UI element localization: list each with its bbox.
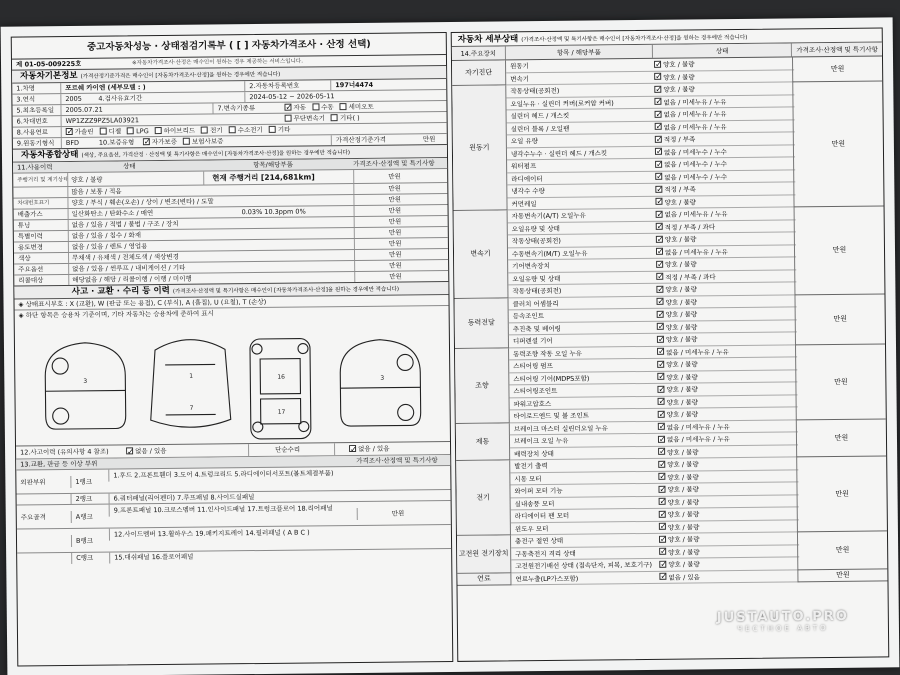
- detail-state: 양호 / 불량: [665, 260, 697, 269]
- svg-text:1: 1: [189, 372, 194, 380]
- main-frame-label: 주요골격: [20, 513, 46, 522]
- detail-state: 양호 / 불량: [668, 547, 700, 557]
- accident-label: 12.사고이력 (유의사항 4 참조): [20, 447, 109, 457]
- detail-state: 양호 / 불량: [663, 85, 695, 94]
- checkbox[interactable]: [656, 210, 663, 217]
- detail-row: [511, 570, 799, 586]
- detail-price-unit: 만원: [796, 456, 887, 532]
- detail-item: 라디에이터: [511, 174, 543, 183]
- info-label: 9.원동기형식: [16, 139, 55, 148]
- basic-info-note: (가격산정기준가격은 매수인이 [자동차가격조사·산정]을 원하는 경우에만 적습니다): [80, 71, 281, 80]
- row-label: 튜닝: [17, 221, 31, 230]
- detail-item: 구동축전지 격리 상태: [515, 549, 576, 558]
- checkbox[interactable]: [656, 285, 663, 292]
- row-state: 많음 / 보통 / 적음: [67, 186, 121, 198]
- first-registration: 2005.07.21: [60, 105, 102, 116]
- detail-price-unit: 만원: [792, 56, 882, 82]
- detail-item: 스티어링 펌프: [513, 361, 553, 371]
- engine-type: BFD: [61, 138, 79, 149]
- detail-state: 없음 / 미세누유 / 누유: [666, 422, 730, 432]
- detail-item: 기어변속장치: [512, 261, 550, 271]
- row-label: 차대번호표기: [17, 200, 50, 207]
- checkbox[interactable]: [155, 127, 162, 134]
- col-label: 항목 / 해당부품: [506, 45, 653, 60]
- detail-state: 양호 / 불량: [666, 410, 699, 419]
- svg-text:16: 16: [277, 373, 285, 381]
- checkbox[interactable]: [655, 135, 662, 142]
- checkbox[interactable]: [654, 85, 661, 92]
- row-label: 배출가스: [17, 210, 43, 219]
- price-unit: 만원: [354, 206, 402, 217]
- detail-item: 배력장치 상태: [514, 449, 554, 458]
- rank-items: 12.사이드멤버 13.휠하우스 19.패키지트레이 14.필러패널 ( A B C ): [109, 526, 349, 541]
- detail-state: 양호 / 불량: [666, 385, 698, 394]
- checkbox[interactable]: [658, 448, 665, 455]
- checkbox[interactable]: [201, 127, 208, 134]
- rank-items: 15.대쉬패널 16.플로어패널: [109, 552, 193, 564]
- info-label: 6.차대번호: [16, 117, 48, 126]
- price-unit: 만원: [353, 195, 401, 206]
- detail-table: [452, 56, 888, 662]
- checkbox[interactable]: [655, 185, 662, 192]
- detail-state: 적정 / 부족: [664, 185, 696, 194]
- price-basis-label: 가격산정기준가격: [331, 135, 386, 147]
- detail-item: 브레이크 마스터 실린더오일 누유: [513, 423, 609, 433]
- price-unit: 만원: [354, 239, 402, 250]
- price-unit: 만원: [353, 184, 401, 195]
- summary-note: (색상, 주요옵션, 가격산정 · 산정액 및 특기사항은 매수인이 [자동차가격조사·산정]을 원하는 경우에만 적습니다): [81, 150, 351, 159]
- detail-state: 없음 / 미세누유 / 누유: [664, 210, 728, 219]
- checkbox[interactable]: [656, 248, 663, 255]
- checkbox[interactable]: [657, 310, 664, 317]
- detail-item: 자동변속기(A/T) 오일누유: [511, 211, 586, 221]
- detail-item: 원동기: [510, 62, 529, 71]
- option-label: 전기: [210, 126, 223, 135]
- option-label: 수소전기: [237, 125, 263, 135]
- info-label: 1.차명: [16, 84, 36, 93]
- watermark-line1: JUSTAUTO.PRO: [716, 608, 849, 626]
- checkbox[interactable]: [657, 323, 664, 330]
- checkbox[interactable]: [659, 523, 666, 530]
- checkbox[interactable]: [143, 138, 150, 145]
- car-side-right-icon: [340, 339, 421, 426]
- option-label: 보험사보증: [191, 137, 224, 146]
- detail-group-label: 조향: [455, 348, 510, 424]
- detail-title: 자동차 세부상태: [457, 34, 519, 45]
- rank-label: C랭크: [71, 553, 93, 564]
- detail-group-label: 원동기: [452, 85, 507, 211]
- detail-price-unit: 만원: [792, 81, 883, 207]
- info-label: 10.보증유형: [98, 138, 135, 147]
- checkbox[interactable]: [658, 435, 665, 442]
- price-unit: 만원: [354, 261, 402, 272]
- checkbox[interactable]: [657, 373, 664, 380]
- watermark-line2: ЧЕСТНОЕ АВТО: [737, 624, 829, 634]
- checkbox[interactable]: [229, 126, 236, 133]
- simple-repair-label: 단순수리: [248, 444, 300, 458]
- detail-item: 윈도우 모터: [514, 524, 549, 533]
- checkbox[interactable]: [656, 298, 663, 305]
- car-frame-icon: [250, 338, 311, 439]
- detail-state: 양호 / 불량: [665, 285, 697, 294]
- checkbox[interactable]: [656, 273, 663, 280]
- checkbox[interactable]: [659, 560, 666, 567]
- checkbox[interactable]: [658, 460, 665, 467]
- detail-item: 스티어링 기어(MDPS포함): [513, 374, 590, 383]
- option-label: 디젤: [108, 127, 122, 136]
- checkbox[interactable]: [657, 348, 664, 355]
- car-diagram: [15, 317, 450, 447]
- document-title: 중고자동차성능 · 상태점검기록부 ( [ ] 자동차가격조사 · 산정 선택): [12, 33, 446, 60]
- detail-state: 없음 / 미세누유 / 누유: [664, 247, 728, 257]
- accident-title: 사고 · 교환 · 수리 등 이력: [71, 285, 170, 297]
- detail-state: 양호 / 불량: [667, 472, 699, 482]
- checkbox[interactable]: [340, 103, 347, 110]
- price-unit: 만원: [357, 507, 405, 519]
- checkbox[interactable]: [657, 335, 664, 342]
- detail-state: 없음 / 미세누유 / 누유: [666, 347, 729, 357]
- rank-label: 1랭크: [70, 476, 92, 488]
- detail-state: 양호 / 불량: [666, 397, 699, 407]
- option-label: 세미오토: [348, 102, 374, 112]
- detail-item: 냉각수누수 · 실린더 헤드 / 개스킷: [510, 148, 608, 158]
- checkbox[interactable]: [284, 104, 291, 111]
- accident-state: 없음 / 있음: [135, 446, 167, 456]
- detail-group-label: 동력전달: [454, 298, 509, 349]
- detail-state: 없음 / 미세누유 / 누유: [663, 97, 727, 107]
- emission-values: 0.03% 10.3ppm 0%: [241, 207, 306, 217]
- rank-items: 9.프론트패널 10.크로스멤버 11.인사이드패널 17.트렁크플로어 18.리어패널: [109, 502, 349, 517]
- detail-price-unit: 만원: [794, 294, 885, 345]
- detail-item: 발전기 출력: [514, 461, 548, 471]
- car-name: 포르쉐 카이엔 (세부모델 : ): [60, 82, 146, 94]
- checkbox[interactable]: [126, 447, 133, 454]
- detail-state: 양호 / 불량: [664, 197, 696, 207]
- row-state: 양호 / 부식 / 훼손(오손) / 상이 / 변조(변타) / 도말: [67, 196, 213, 209]
- detail-item: 수동변속기(M/T) 오일누유: [511, 249, 588, 258]
- info-label: 3.연식: [16, 95, 36, 104]
- price-unit: 만원: [354, 217, 402, 228]
- info-label: 4.검사유효기간: [98, 94, 143, 103]
- option-label: 기타( ): [339, 113, 360, 123]
- car-top-icon: [150, 339, 231, 427]
- car-diagram-svg: [15, 317, 450, 447]
- checkbox[interactable]: [100, 128, 107, 135]
- col-label: 14.주요장치: [452, 46, 506, 60]
- detail-item: 와이퍼 모터 기능: [514, 486, 563, 496]
- rank-label: 2랭크: [71, 494, 93, 505]
- row-state: 무채색 / 유채색 / 전체도색 / 색상변경: [68, 252, 179, 264]
- detail-item: 작동상태(공회전): [512, 286, 562, 296]
- option-label: 자동: [293, 103, 307, 112]
- checkbox[interactable]: [659, 510, 666, 517]
- legend-text: ◈ 상태표시부호 : X (교환), W (판금 또는 용접), C (부식), A (흠집), U (요철), T (손상): [18, 297, 267, 309]
- detail-state: 적정 / 부족 / 과다: [665, 272, 716, 282]
- price-unit: 만원: [354, 228, 402, 239]
- detail-item: 파워고압호스: [513, 399, 552, 408]
- detail-item: 커먼레일: [511, 199, 537, 208]
- detail-state: 없음 / 미세누유 / 누유: [663, 110, 727, 119]
- detail-item: 오일유량 및 상태: [511, 224, 560, 233]
- row-state: 일산화탄소 / 탄화수소 / 매연: [68, 208, 154, 220]
- detail-price-unit: 만원: [794, 206, 885, 294]
- detail-state: 없음 / 미세누수 / 누수: [663, 147, 727, 157]
- col-label: 가격조사·산정액 및 특기사항: [356, 456, 438, 465]
- detail-item: 작동상태(공회전): [510, 86, 560, 96]
- checkbox[interactable]: [127, 127, 134, 134]
- svg-text:17: 17: [277, 408, 286, 416]
- checkbox[interactable]: [655, 173, 662, 180]
- price-unit: 만원: [353, 170, 401, 184]
- row-state: 없음 / 있음 / 침수 / 화재: [68, 230, 141, 242]
- detail-state: 없음 / 미세누유 / 누유: [663, 122, 727, 132]
- detail-item: 시동 모터: [514, 474, 542, 483]
- exchange-label: 13.교환, 판금 등 이상 부위: [20, 459, 98, 469]
- option-label: 자가보증: [151, 137, 178, 147]
- price-unit: 만원: [354, 272, 402, 283]
- col-label: 11.사용이력: [17, 163, 53, 172]
- detail-item: 타이로드엔드 및 볼 조인트: [513, 411, 590, 421]
- row-label: 주요옵션: [18, 265, 44, 274]
- option-label: 하이브리드: [163, 126, 196, 135]
- svg-text:3: 3: [83, 377, 88, 385]
- detail-group-label: 고전원 전기장치: [457, 535, 511, 573]
- doc-notice: ※자동차가격조사·산정은 매수인이 원하는 경우 제공하는 서비스입니다.: [131, 58, 303, 67]
- detail-item: 실내송풍 모터: [514, 499, 555, 508]
- basic-info-title: 자동차기본정보: [20, 70, 78, 82]
- checkbox[interactable]: [658, 485, 665, 492]
- rank-items: 6.쿼터패널(리어펜더) 7.루프패널 8.사이드실패널: [109, 492, 255, 505]
- detail-item: 동력조향 작동 오일 누유: [513, 349, 583, 358]
- model-year: 2005: [60, 94, 82, 105]
- detail-item: 오일유량 및 상태: [512, 274, 561, 283]
- checkbox[interactable]: [657, 385, 664, 392]
- checkbox[interactable]: [66, 128, 73, 135]
- detail-item: 오일누유 · 실린더 커버(로커암 커버): [510, 98, 614, 108]
- row-label: 특별이력: [17, 232, 43, 241]
- vin: WP1ZZZ9PZ5LA03921: [61, 115, 140, 127]
- checkbox[interactable]: [659, 548, 666, 555]
- col-label: 상태: [123, 162, 136, 171]
- checkbox[interactable]: [654, 98, 661, 105]
- detail-group-label: 전기: [456, 460, 511, 536]
- detail-item: 스티어링조인트: [513, 386, 558, 396]
- detail-item: 실린더 헤드 / 개스킷: [510, 111, 570, 121]
- row-label: 주행거리 및 계기상태: [17, 176, 69, 184]
- detail-item: 실린더 블록 / 오일팬: [510, 124, 570, 133]
- detail-state: 양호 / 불량: [665, 322, 698, 332]
- row-label: 색상: [18, 254, 31, 263]
- checkbox[interactable]: [285, 115, 292, 122]
- row-state: 없음 / 있음 / 적법 / 불법 / 구조 / 장치: [68, 219, 179, 231]
- checkbox[interactable]: [655, 123, 662, 130]
- option-label: 수동: [321, 103, 334, 112]
- row-label: 용도변경: [17, 243, 44, 252]
- checkbox[interactable]: [331, 114, 338, 121]
- detail-item: 디퍼렌셜 기어: [512, 336, 553, 346]
- detail-state: 양호 / 불량: [664, 235, 697, 244]
- detail-group-label: 연료: [457, 573, 511, 586]
- detail-state: 적정 / 부족 / 과다: [664, 222, 716, 232]
- detail-group-label: 제동: [456, 423, 510, 461]
- checkbox[interactable]: [656, 260, 663, 267]
- reg-number: 197너4474: [330, 80, 373, 91]
- detail-price-unit: 만원: [796, 419, 886, 457]
- detail-state: 양호 / 불량: [667, 497, 700, 507]
- rank-label: A랭크: [71, 511, 93, 523]
- detail-item: 작동상태(공회전): [511, 236, 561, 246]
- accident-note: (가격조사·산정액 및 특기사항은 매수인이 [자동차가격조사·산정]을 원하는 경우에만 적습니다): [172, 286, 400, 295]
- row-state: 해당없음 / 해당 / 리콜이행 / 이행 / 미이행: [68, 274, 192, 286]
- checkbox[interactable]: [655, 148, 662, 155]
- detail-state: 양호 / 불량: [663, 72, 695, 82]
- watermark: [717, 609, 849, 633]
- detail-state: 양호 / 불량: [667, 510, 700, 519]
- info-label: 8.사용연료: [16, 128, 49, 137]
- detail-item: 추진축 및 베어링: [512, 324, 561, 333]
- row-state: 양호 / 불량: [67, 173, 103, 187]
- detail-state: 양호 / 불량: [667, 485, 699, 494]
- detail-state: 양호 / 불량: [667, 460, 699, 469]
- detail-state: 양호 / 불량: [665, 335, 698, 344]
- detail-item: 브레이크 오일 누유: [513, 436, 569, 446]
- checkbox[interactable]: [183, 138, 190, 145]
- detail-state: 적정 / 부족: [663, 135, 696, 144]
- detail-state: 양호 / 불량: [666, 372, 698, 382]
- info-label: 2.자동차등록번호: [244, 81, 299, 93]
- svg-text:3: 3: [380, 374, 385, 382]
- outer-label: 외판부위: [20, 478, 46, 487]
- checkbox[interactable]: [655, 110, 662, 117]
- option-label: 무단변속기: [293, 114, 326, 123]
- detail-item: 워터펌프: [511, 162, 537, 171]
- mileage: 현재 주행거리 [214,681km]: [203, 170, 315, 185]
- detail-price-unit: 만원: [795, 344, 886, 420]
- checkbox[interactable]: [658, 410, 665, 417]
- info-label: 5.최초등록일: [16, 106, 55, 115]
- row-state: 없음 / 있음 / 렌트 / 영업용: [68, 241, 148, 253]
- detail-note: (가격조사·산정액 및 특기사항은 매수인이 [자동차가격조사·산정]을 원하는 경우에만 적습니다): [521, 34, 748, 44]
- detail-state: 양호 / 불량: [663, 60, 695, 69]
- row-state: 없음 / 있음 / 썬루프 / 내비게이션 / 기타: [68, 263, 185, 275]
- checkbox[interactable]: [656, 223, 663, 230]
- detail-state: 없음 / 미세누수 / 누수: [664, 172, 728, 182]
- col-label: 가격조사·산정액 및 특기사항: [353, 159, 435, 169]
- detail-state: 양호 / 불량: [668, 560, 700, 569]
- detail-item: 충전구 절연 상태: [514, 536, 564, 546]
- price-unit: 만원: [354, 250, 402, 261]
- right-panel: [451, 27, 890, 661]
- col-label: 상태: [653, 43, 792, 57]
- detail-item: 클러치 어셈블리: [512, 299, 559, 308]
- detail-item: 고전원전기배선 상태 (접속단자, 피복, 보호기구): [515, 560, 653, 571]
- left-panel: [11, 32, 454, 667]
- doc-number: 제 01-05-009225호: [15, 59, 82, 69]
- price-unit: 만원: [422, 135, 436, 144]
- checkbox[interactable]: [658, 398, 665, 405]
- detail-price-unit: 만원: [797, 569, 887, 582]
- detail-state: 양호 / 불량: [667, 522, 700, 532]
- summary-title: 자동차종합상태: [20, 149, 79, 161]
- detail-state: 양호 / 불량: [665, 310, 698, 319]
- inspection-sheet: [1, 17, 900, 675]
- checkbox[interactable]: [655, 198, 662, 205]
- option-label: 기타: [277, 125, 291, 134]
- checkbox[interactable]: [658, 423, 665, 430]
- svg-text:7: 7: [189, 404, 194, 412]
- detail-group-label: 자기진단: [452, 60, 506, 86]
- checkbox[interactable]: [656, 235, 663, 242]
- row-label: 리콜대상: [18, 276, 44, 285]
- detail-state: 양호 / 불량: [667, 535, 700, 544]
- col-label: 항목/해당부품: [253, 160, 293, 170]
- checkbox[interactable]: [659, 535, 666, 542]
- detail-item: 변속기: [510, 74, 530, 83]
- checkbox[interactable]: [654, 73, 661, 80]
- detail-state: 없음 / 미세누유 / 누유: [666, 435, 730, 444]
- rank-label: B랭크: [71, 535, 93, 547]
- checkbox[interactable]: [657, 360, 664, 367]
- inspection-period: 2024-05-12 ~ 2026-05-11: [244, 91, 334, 103]
- detail-item: 등속조인트: [512, 312, 545, 321]
- detail-item: 라디에이터 팬 모터: [514, 511, 570, 521]
- checkbox[interactable]: [659, 498, 666, 505]
- checkbox[interactable]: [312, 103, 319, 110]
- detail-state: 없음 / 있음: [668, 572, 700, 582]
- car-side-left-icon: [45, 342, 126, 429]
- checkbox[interactable]: [654, 60, 661, 67]
- detail-state: 없음 / 미세누수 / 누수: [664, 160, 728, 169]
- col-label: 가격조사·산정액 및 특기사항: [796, 45, 878, 55]
- simple-repair-state: 없음 / 있음: [358, 444, 390, 453]
- option-label: 가솔린: [74, 127, 94, 136]
- detail-item: 연료누출(LP가스포함): [515, 574, 579, 583]
- checkbox[interactable]: [659, 573, 666, 580]
- checkbox[interactable]: [349, 445, 356, 452]
- legend-text: ◈ 하단 항목은 승용차 기준이며, 기타 자동차는 승용차에 준하여 표시: [18, 309, 214, 320]
- checkbox[interactable]: [269, 126, 276, 133]
- checkbox[interactable]: [658, 473, 665, 480]
- info-label: 7.변속기종류: [212, 103, 255, 114]
- detail-state: 양호 / 불량: [666, 360, 698, 369]
- detail-item: 오일 유량: [510, 137, 539, 146]
- detail-state: 양호 / 불량: [665, 297, 698, 307]
- detail-item: 냉각수 수량: [511, 186, 545, 196]
- detail-group-label: 변속기: [454, 210, 509, 298]
- checkbox[interactable]: [655, 160, 662, 167]
- option-label: LPG: [136, 127, 149, 136]
- detail-state: 양호 / 불량: [667, 447, 699, 457]
- rank-items: 1.후드 2.프론트휀더 3.도어 4.트렁크리드 5.라디에이터서포트(볼트체결부품): [108, 467, 348, 482]
- detail-price-unit: 만원: [797, 531, 887, 569]
